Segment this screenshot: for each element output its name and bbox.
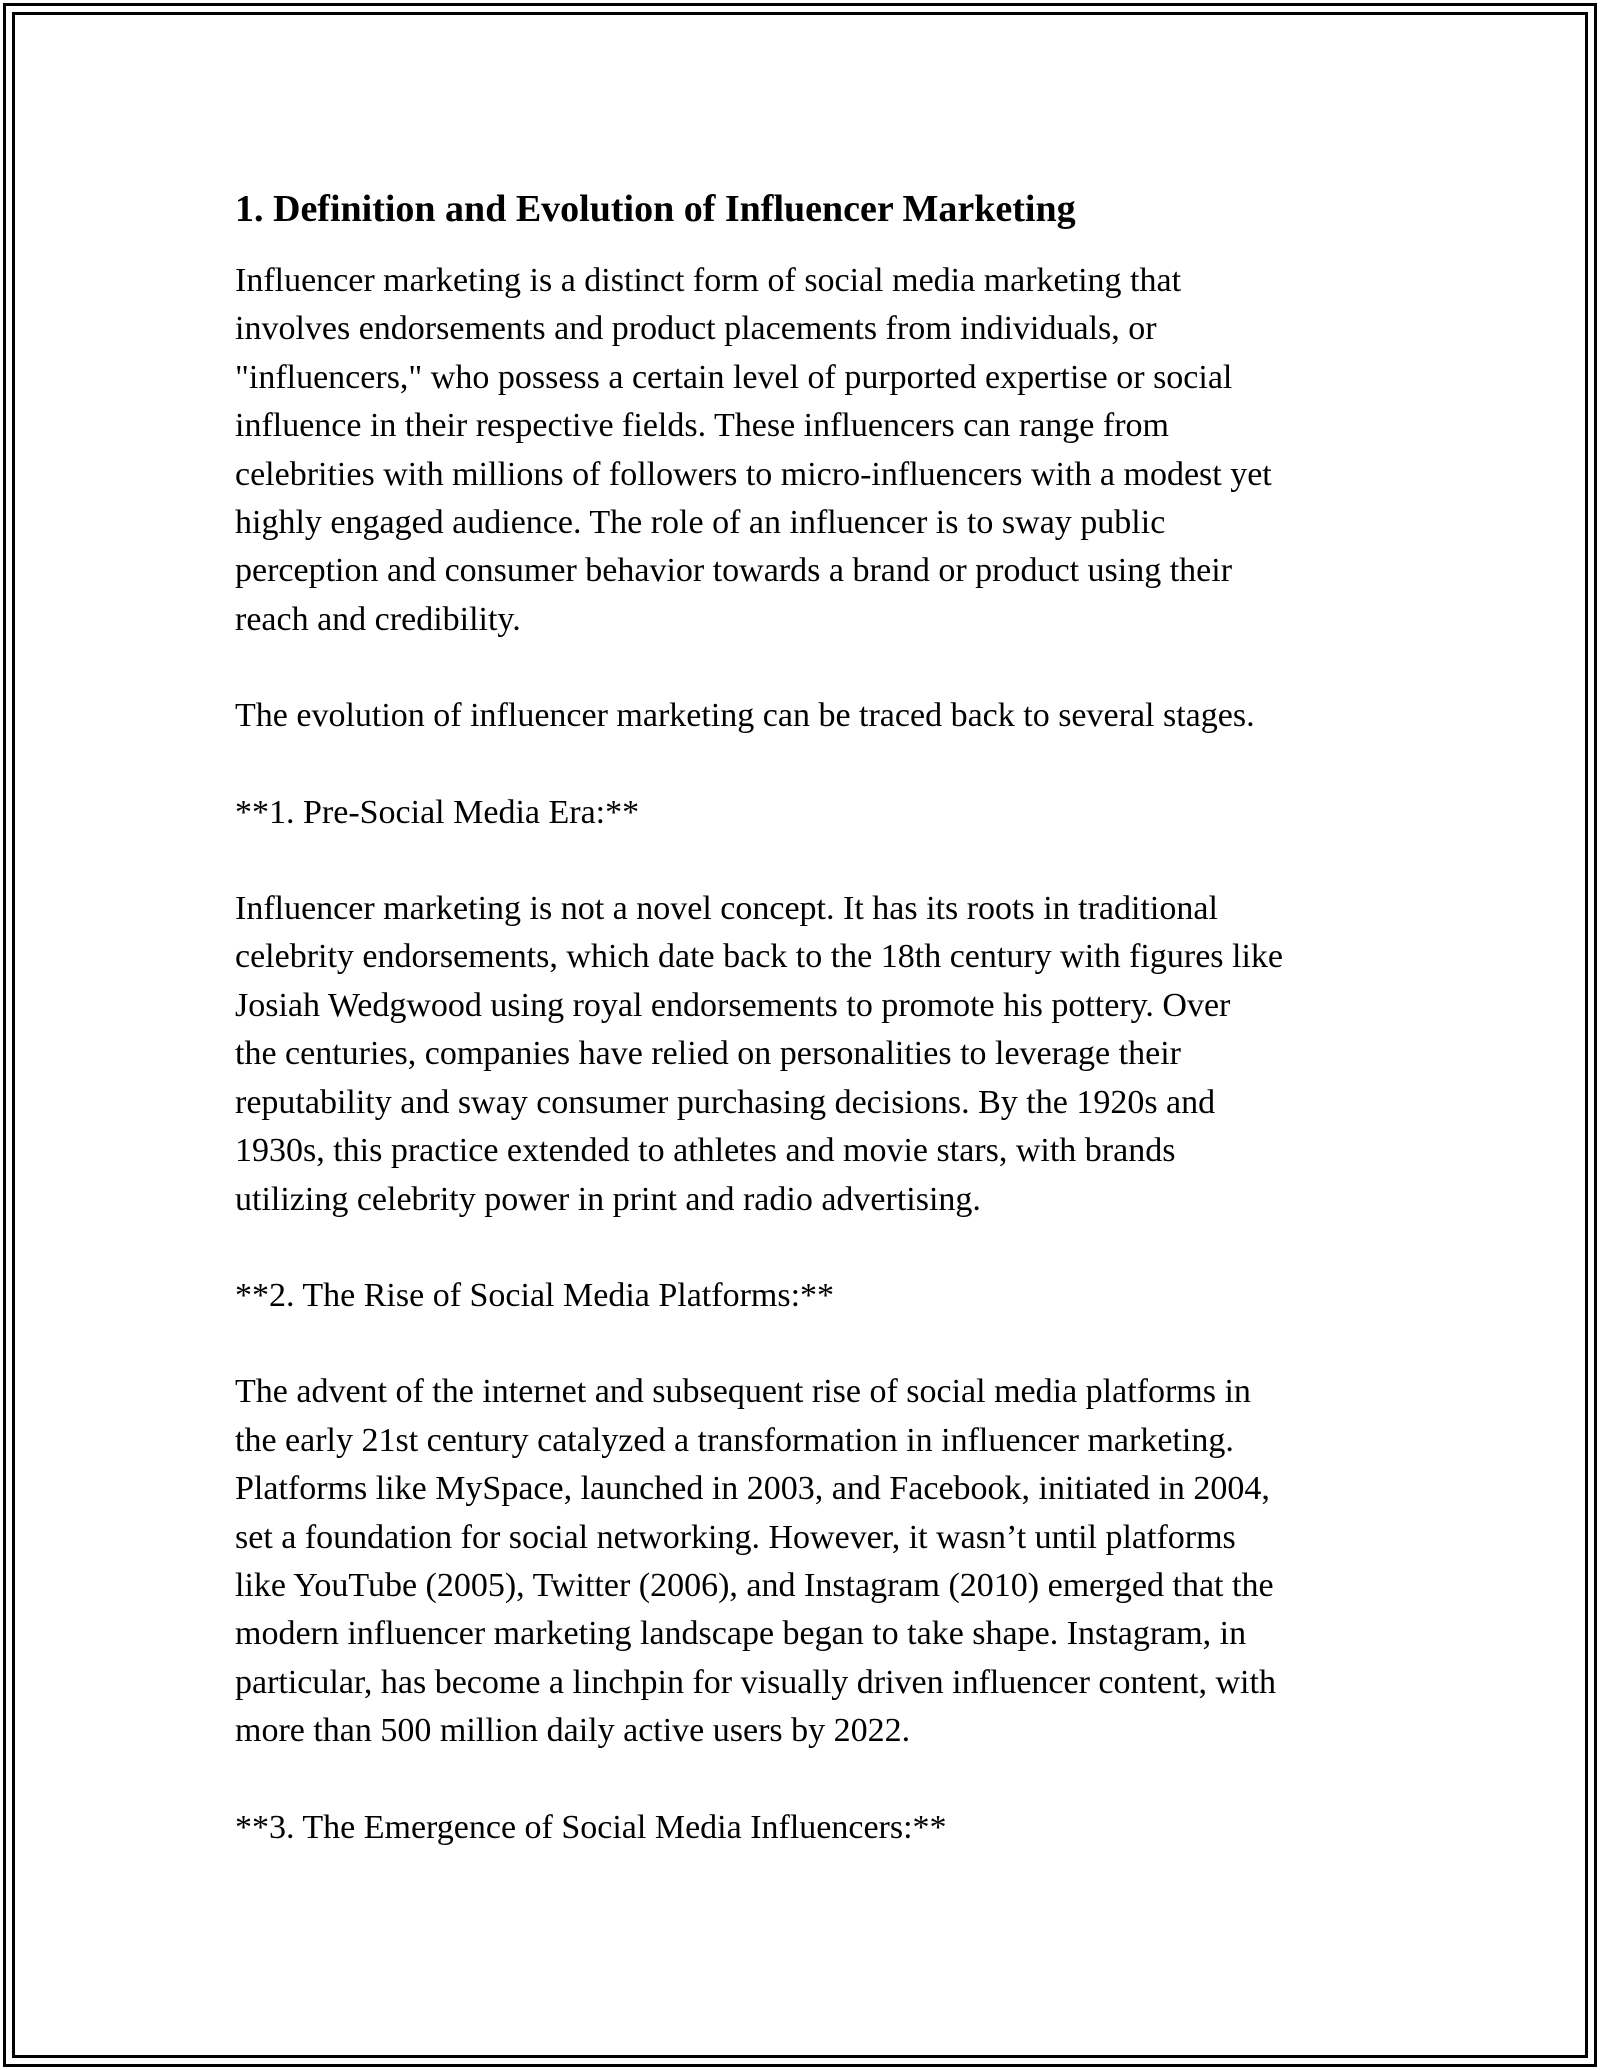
paragraph-rise-of-platforms: The advent of the internet and subsequent rise of social media platforms in the early 21st century catalyzed a transformation in influencer marketing. Platforms like MySpace, launched in 2003, and Facebook, initiated in 2004, set a foundation for social networking. However, it wasn’t until platforms like YouTube (2005), Twitter (2006), and Instagram (2010) emerged that the modern influencer marketing landscape began to take shape. Instagram, in particular, has become a linchpin for visually driven influencer content, with more than 500 million daily active users by 2022. [235,1373,1276,1750]
document-body [235,185,1385,1852]
paragraph-evolution-intro: The evolution of influencer marketing can be traced back to several stages. [235,697,1255,735]
paragraph-definition: Influencer marketing is a distinct form of social media marketing that involves endorsements and product placements from individuals, or "influencers," who possess a certain level of purported expertise or social influence in their respective fields. These influencers can range from celebrities with millions of followers to micro-influencers with a modest yet highly engaged audience. The role of an influencer is to sway public perception and consumer behavior towards a brand or product using their reach and credibility. [235,262,1272,638]
paragraph-pre-social-media: Influencer marketing is not a novel concept. It has its roots in traditional celebrity endorsements, which date back to the 18th century with figures like Josiah Wedgwood using royal endorsements to promote his pottery. Over the centuries, companies have relied on personalities to leverage their reputability and sway consumer purchasing decisions. By the 1920s and 1930s, this practice extended to athletes and movie stars, with brands utilizing celebrity power in print and radio advertising. [235,890,1284,1218]
subheading-emergence-of-influencers: **3. The Emergence of Social Media Influencers:** [235,1808,947,1846]
subheading-pre-social-media: **1. Pre-Social Media Era:** [235,793,640,831]
subheading-rise-of-platforms: **2. The Rise of Social Media Platforms:** [235,1276,835,1314]
section-heading: 1. Definition and Evolution of Influencer Marketing [235,188,1076,230]
